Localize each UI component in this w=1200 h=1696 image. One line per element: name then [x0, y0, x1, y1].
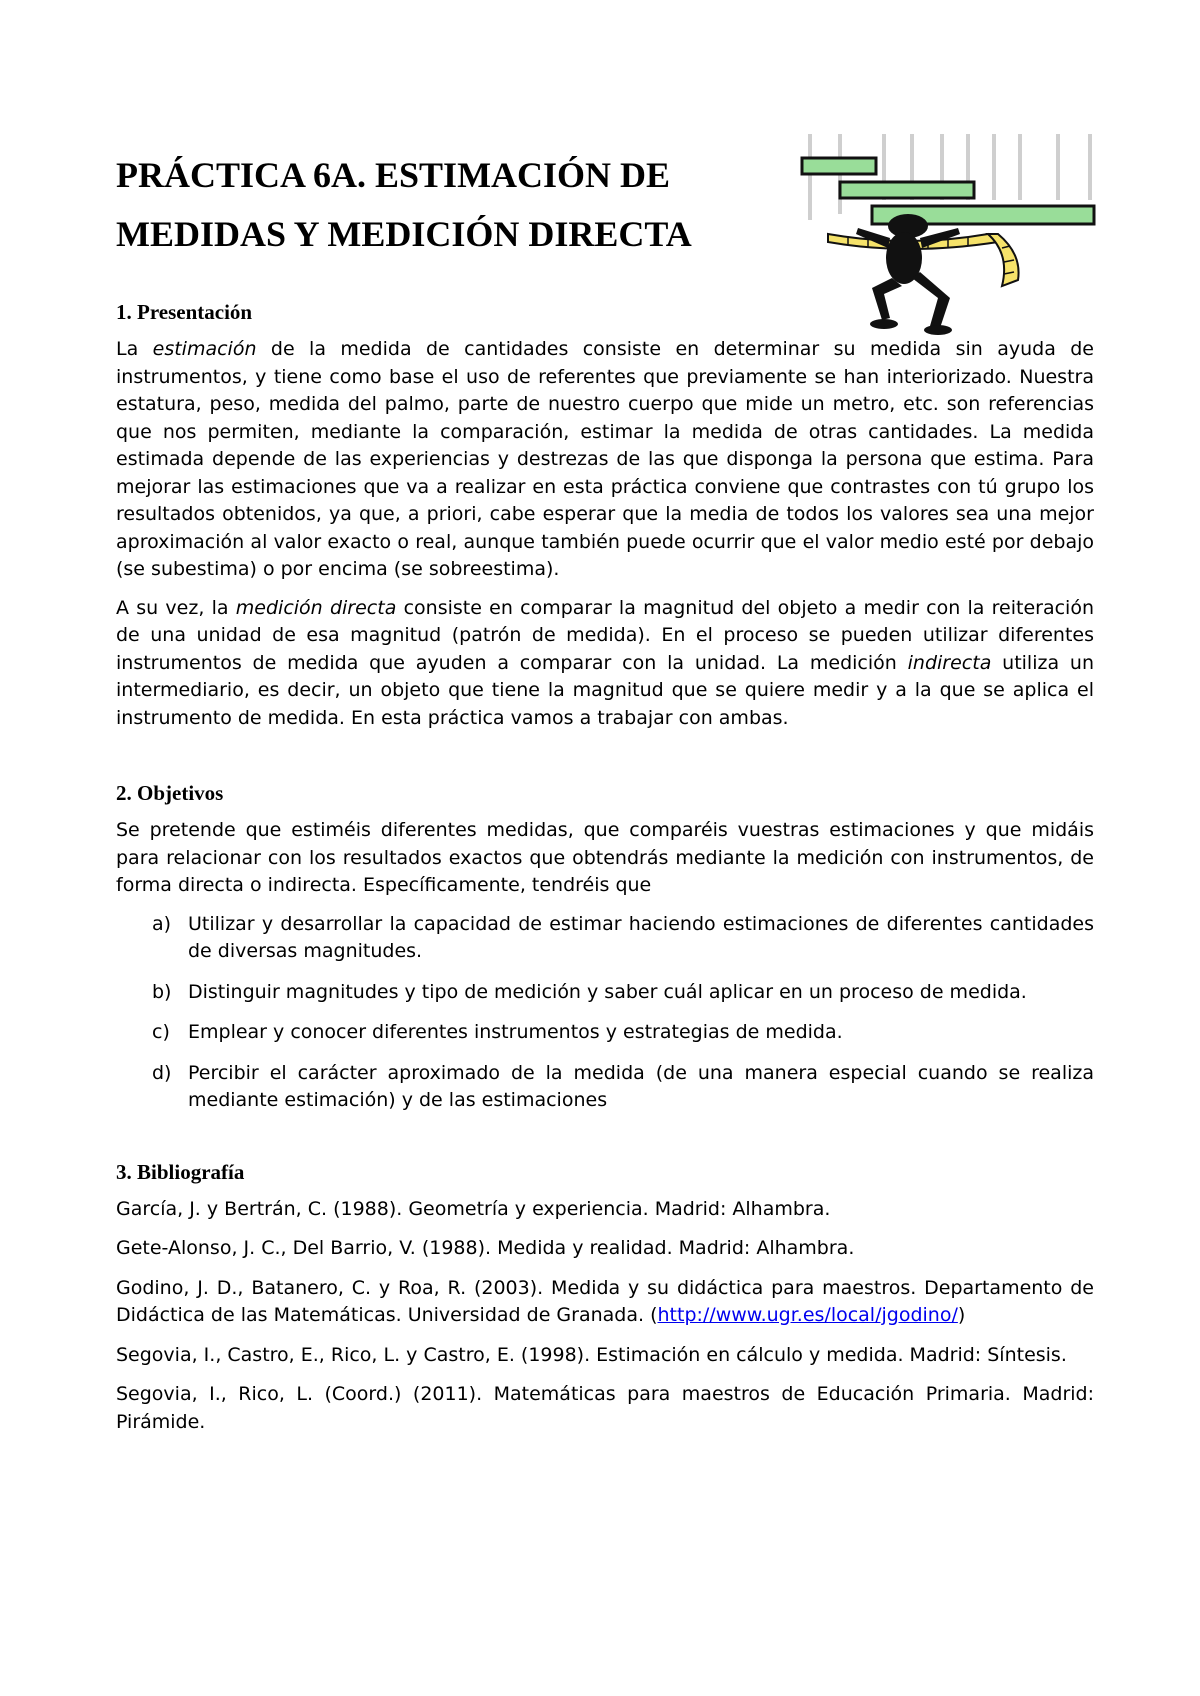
list-marker: d): [152, 1061, 172, 1084]
list-marker: c): [152, 1021, 170, 1043]
bibliography-entry: Godino, J. D., Batanero, C. y Roa, R. (2003). Medida y su didáctica para maestros. Departamento de Didáctica de las Matemáticas. Universidad de Granada. (http://www.ugr.es/local/jgodino/): [116, 1276, 1094, 1326]
page-title: PRÁCTICA 6A. ESTIMACIÓN DE MEDIDAS Y MEDICIÓN DIRECTA: [116, 155, 692, 254]
section-heading-objetivos: 2. Objetivos: [116, 781, 224, 805]
section-heading-presentacion: 1. Presentación: [116, 300, 253, 324]
list-item: [116, 1060, 1094, 1115]
list-item: [116, 911, 1094, 966]
list-item: [116, 1019, 1094, 1047]
list-item-text: Distinguir magnitudes y tipo de medición y saber cuál aplicar en un proceso de medida.: [188, 980, 1027, 1003]
bibliography-entry: Gete-Alonso, J. C., Del Barrio, V. (1988). Medida y realidad. Madrid: Alhambra.: [116, 1237, 855, 1259]
list-item-text: Percibir el carácter aproximado de la medida (de una manera especial cuando se realiza mediante estimación) y de las estimaciones: [188, 1061, 1094, 1111]
list-marker: a): [152, 912, 172, 935]
bibliography-link[interactable]: http://www.ugr.es/local/jgodino/: [657, 1304, 958, 1326]
emphasis-estimacion: estimación: [152, 338, 257, 360]
objectives-list: [116, 911, 1094, 1115]
bibliography-entry: Segovia, I., Rico, L. (Coord.) (2011). Matemáticas para maestros de Educación Primaria. Madrid: Pirámide.: [116, 1383, 1094, 1433]
list-item-text: Utilizar y desarrollar la capacidad de estimar haciendo estimaciones de diferentes cantidades de diversas magnitudes.: [188, 912, 1094, 962]
section-heading-bibliografia: 3. Bibliografía: [116, 1159, 245, 1184]
list-item-text: Emplear y conocer diferentes instrumentos y estrategias de medida.: [188, 1021, 843, 1043]
list-item: [116, 979, 1094, 1007]
document-content: [116, 298, 1094, 1448]
objetivos-intro: Se pretende que estiméis diferentes medidas, que comparéis vuestras estimaciones y que midáis para relacionar con los resultados exactos que obtendrás mediante la medición con instrumentos, de forma directa o indirecta. Específicamente, tendréis que: [116, 819, 1094, 896]
presentacion-paragraph-2: A su vez, la medición directa consiste en comparar la magnitud del objeto a medir con la reiteración de una unidad de esa magnitud (patrón de medida). En el proceso se pueden utilizar diferentes instrumentos de medida que ayuden a comparar con la unidad. La medición indirecta utiliza un intermediario, es decir, un objeto que tiene la magnitud que se quiere medir y a la que se aplica el instrumento de medida. En esta práctica vamos a trabajar con ambas.: [116, 596, 1095, 729]
emphasis-medicion-directa: medición directa: [235, 596, 397, 619]
presentacion-paragraph-1: La estimación de la medida de cantidades consiste en determinar su medida sin ayuda de instrumentos, y tiene como base el uso de referentes que previamente se han interiorizado. Nuestra estatura, peso, medida del palmo, parte de nuestro cuerpo que mide un metro, etc. son referencias que nos permiten, mediante la comparación, estimar la medida de otras cantidades. La medida estimada depende de las experiencias y destrezas de las que disponga la persona que estima. Para mejorar las estimaciones que va a realizar en esta práctica conviene que contrastes con tú grupo los resultados obtenidos, ya que, a priori, cabe esperar que la media de todos los valores sea una mejor aproximación al valor exacto o real, aunque también puede ocurrir que el valor medio esté por debajo (se subestima) o por encima (se sobreestima).: [116, 338, 1094, 580]
emphasis-indirecta: indirecta: [907, 651, 992, 674]
list-marker: b): [152, 980, 172, 1003]
bibliography-entry: García, J. y Bertrán, C. (1988). Geometría y experiencia. Madrid: Alhambra.: [116, 1197, 831, 1220]
bibliography-entry: Segovia, I., Castro, E., Rico, L. y Castro, E. (1998). Estimación en cálculo y medida. Madrid: Síntesis.: [116, 1343, 1067, 1366]
